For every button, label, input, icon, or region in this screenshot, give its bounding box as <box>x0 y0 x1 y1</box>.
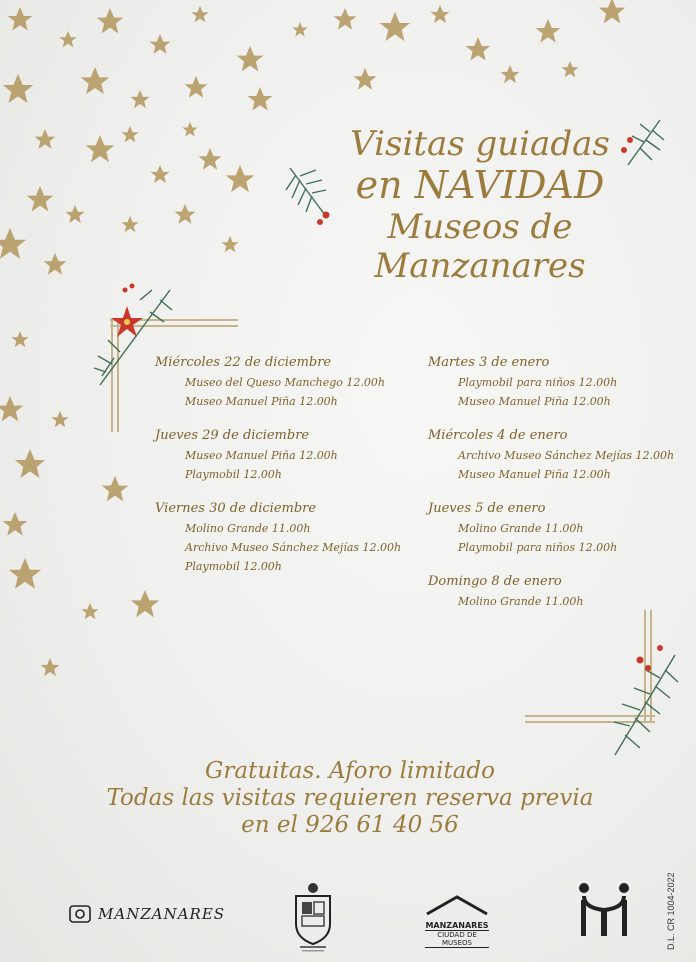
schedule-day <box>428 428 678 481</box>
visit-entry: Museo del Queso Manchego 12.00h <box>185 376 385 389</box>
brand-badge-icon <box>68 902 92 926</box>
schedule-day <box>155 428 425 481</box>
visit-entry: Molino Grande 11.00h <box>185 522 311 535</box>
ayuntamiento-coat-of-arms <box>288 880 338 956</box>
poster-title <box>280 125 680 286</box>
free-limited-capacity: Gratuitas. Aforo limitado <box>205 758 495 784</box>
day-title: Viernes 30 de diciembre <box>155 501 317 516</box>
manzanares-brand-logo <box>68 902 225 926</box>
visit-entry: Archivo Museo Sánchez Mejías 12.00h <box>185 541 402 554</box>
schedule-day <box>428 574 678 608</box>
visit-entry: Molino Grande 11.00h <box>458 595 584 608</box>
coat-of-arms-icon <box>288 880 338 952</box>
museos-label-top: MANZANARES <box>425 921 489 930</box>
museos-label-bottom: CIUDAD DE MUSEOS <box>425 930 489 948</box>
visit-entry: Museo Manuel Piña 12.00h <box>458 395 611 408</box>
museum-roof-icon <box>425 894 489 916</box>
museums-network-logo <box>572 878 636 946</box>
schedule-left-column <box>155 355 425 593</box>
network-symbol-icon <box>572 878 636 942</box>
reservation-required: Todas las visitas requieren reserva previa <box>106 785 594 812</box>
phone-number: en el 926 61 40 56 <box>241 812 459 839</box>
schedule-day <box>428 501 678 554</box>
booking-info <box>80 758 620 839</box>
day-title: Miércoles 22 de diciembre <box>155 355 332 370</box>
visit-entry: Molino Grande 11.00h <box>458 522 584 535</box>
day-title: Martes 3 de enero <box>428 355 550 370</box>
visit-entry: Archivo Museo Sánchez Mejías 12.00h <box>458 449 675 462</box>
day-title: Jueves 5 de enero <box>428 501 546 516</box>
day-title: Domingo 8 de enero <box>428 574 562 589</box>
visit-entry: Playmobil 12.00h <box>185 560 282 573</box>
schedule-day <box>155 355 425 408</box>
title-line-2: en NAVIDAD <box>355 163 605 208</box>
title-line-3: Museos de Manzanares <box>374 206 586 286</box>
visit-entry: Playmobil 12.00h <box>185 468 282 481</box>
visit-entry: Museo Manuel Piña 12.00h <box>185 449 338 462</box>
visit-entry: Playmobil para niños 12.00h <box>458 541 618 554</box>
legal-deposit-number: D.L. CR 1004-2022 <box>666 872 676 950</box>
title-line-1: Visitas guiadas <box>350 124 610 164</box>
brand-name: MANZANARES <box>98 905 226 923</box>
schedule-day <box>155 501 425 573</box>
day-title: Jueves 29 de diciembre <box>155 428 310 443</box>
visit-entry: Playmobil para niños 12.00h <box>458 376 618 389</box>
day-title: Miércoles 4 de enero <box>428 428 568 443</box>
visit-entry: Museo Manuel Piña 12.00h <box>185 395 338 408</box>
sponsor-logos <box>0 870 696 962</box>
ciudad-de-museos-logo <box>425 894 489 948</box>
schedule-day <box>428 355 678 408</box>
schedule-right-column <box>428 355 678 628</box>
visit-entry: Museo Manuel Piña 12.00h <box>458 468 611 481</box>
